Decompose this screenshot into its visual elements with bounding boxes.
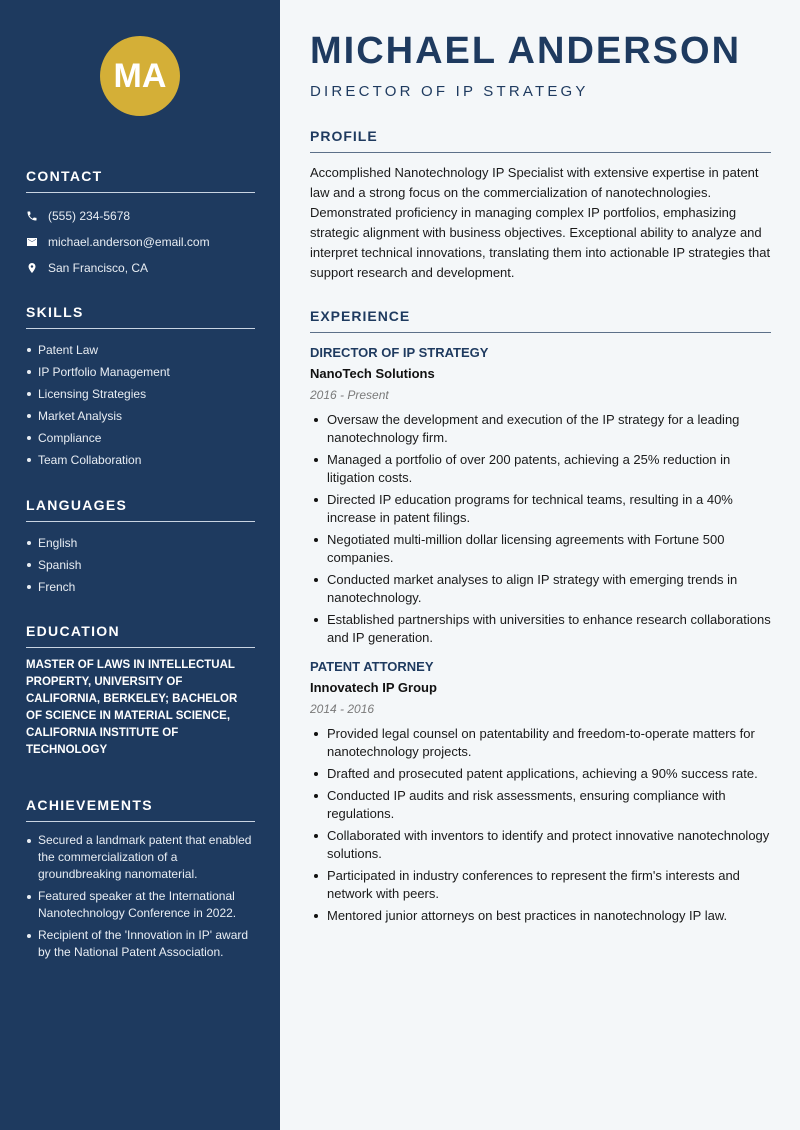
job-title: PATENT ATTORNEY	[310, 659, 434, 674]
section-heading: SKILLS	[26, 304, 255, 329]
education-text: MASTER OF LAWS IN INTELLECTUAL PROPERTY, UNIVERSITY OF CALIFORNIA, BERKELEY; BACHELOR OF SCIENCE IN MATERIAL SCIENCE, CALIFORNIA INSTITUTE OF TECHNOLOGY	[26, 659, 238, 756]
contact-email	[26, 229, 255, 255]
job-bullet: Established partnerships with universities to enhance research collaborations and IP generation.	[310, 611, 771, 647]
job-bullet: Provided legal counsel on patentability and freedom-to-operate matters for nanotechnology projects.	[310, 725, 771, 761]
languages-section	[26, 497, 255, 598]
section-heading: EDUCATION	[26, 623, 255, 648]
avatar: MA	[100, 36, 180, 116]
job-bullet: Mentored junior attorneys on best practices in nanotechnology IP law.	[310, 907, 771, 925]
job-bullet: Conducted IP audits and risk assessments, ensuring compliance with regulations.	[310, 787, 771, 823]
skill-item: Compliance	[26, 427, 255, 449]
contact-section	[26, 168, 255, 281]
job-bullet: Participated in industry conferences to represent the firm's interests and network with peers.	[310, 867, 771, 903]
email-icon	[26, 236, 38, 248]
profile-text: Accomplished Nanotechnology IP Specialist with extensive expertise in patent law and a strong focus on the commercialization of nanotechnologies. Demonstrated proficiency in managing complex IP portfolios, emphasizing strategic alignment with business objectives. Exceptional ability to analyze and interpret technical innovations, translating them into actionable IP strategies that support research and development.	[310, 165, 771, 280]
job-title: DIRECTOR OF IP STRATEGY	[310, 345, 489, 360]
job-bullet: Oversaw the development and execution of the IP strategy for a leading nanotechnology firm.	[310, 411, 771, 447]
candidate-name: MICHAEL ANDERSON	[310, 30, 742, 72]
phone-icon	[26, 210, 38, 222]
location-text: San Francisco, CA	[48, 261, 149, 275]
profile-section	[310, 128, 771, 283]
sidebar	[0, 0, 280, 1130]
job-entry	[310, 657, 771, 925]
section-heading: ACHIEVEMENTS	[26, 797, 255, 822]
language-item: French	[26, 576, 255, 598]
job-bullet: Conducted market analyses to align IP strategy with emerging trends in nanotechnology.	[310, 571, 771, 607]
email-text: michael.anderson@email.com	[48, 235, 210, 249]
contact-location	[26, 255, 255, 281]
skill-item: Patent Law	[26, 339, 255, 361]
company-name: Innovatech IP Group	[310, 680, 437, 695]
experience-section	[310, 308, 771, 935]
language-item: Spanish	[26, 554, 255, 576]
achievement-item: Secured a landmark patent that enabled the commercialization of a groundbreaking nanomaterial.	[26, 832, 255, 883]
job-bullet: Directed IP education programs for technical teams, resulting in a 40% increase in patent filings.	[310, 491, 771, 527]
contact-phone	[26, 203, 255, 229]
job-dates: 2016 - Present	[310, 388, 389, 402]
job-bullet: Negotiated multi-million dollar licensing agreements with Fortune 500 companies.	[310, 531, 771, 567]
job-bullet: Managed a portfolio of over 200 patents, achieving a 25% reduction in litigation costs.	[310, 451, 771, 487]
phone-text: (555) 234-5678	[48, 209, 131, 223]
achievement-item: Recipient of the 'Innovation in IP' award by the National Patent Association.	[26, 927, 255, 961]
skills-section	[26, 304, 255, 471]
job-dates: 2014 - 2016	[310, 702, 375, 716]
job-bullet: Collaborated with inventors to identify and protect innovative nanotechnology solutions.	[310, 827, 771, 863]
skill-item: Licensing Strategies	[26, 383, 255, 405]
location-pin-icon	[26, 262, 38, 274]
achievements-section	[26, 797, 255, 966]
skill-item: Market Analysis	[26, 405, 255, 427]
candidate-title: DIRECTOR OF IP STRATEGY	[310, 83, 589, 100]
section-heading: CONTACT	[26, 168, 255, 193]
section-heading: PROFILE	[310, 128, 771, 153]
section-heading: EXPERIENCE	[310, 308, 771, 333]
job-entry	[310, 343, 771, 647]
company-name: NanoTech Solutions	[310, 366, 435, 381]
job-bullet: Drafted and prosecuted patent applications, achieving a 90% success rate.	[310, 765, 771, 783]
section-heading: LANGUAGES	[26, 497, 255, 522]
skill-item: Team Collaboration	[26, 449, 255, 471]
education-section	[26, 623, 255, 759]
language-item: English	[26, 532, 255, 554]
achievement-item: Featured speaker at the International Nanotechnology Conference in 2022.	[26, 888, 255, 922]
skill-item: IP Portfolio Management	[26, 361, 255, 383]
